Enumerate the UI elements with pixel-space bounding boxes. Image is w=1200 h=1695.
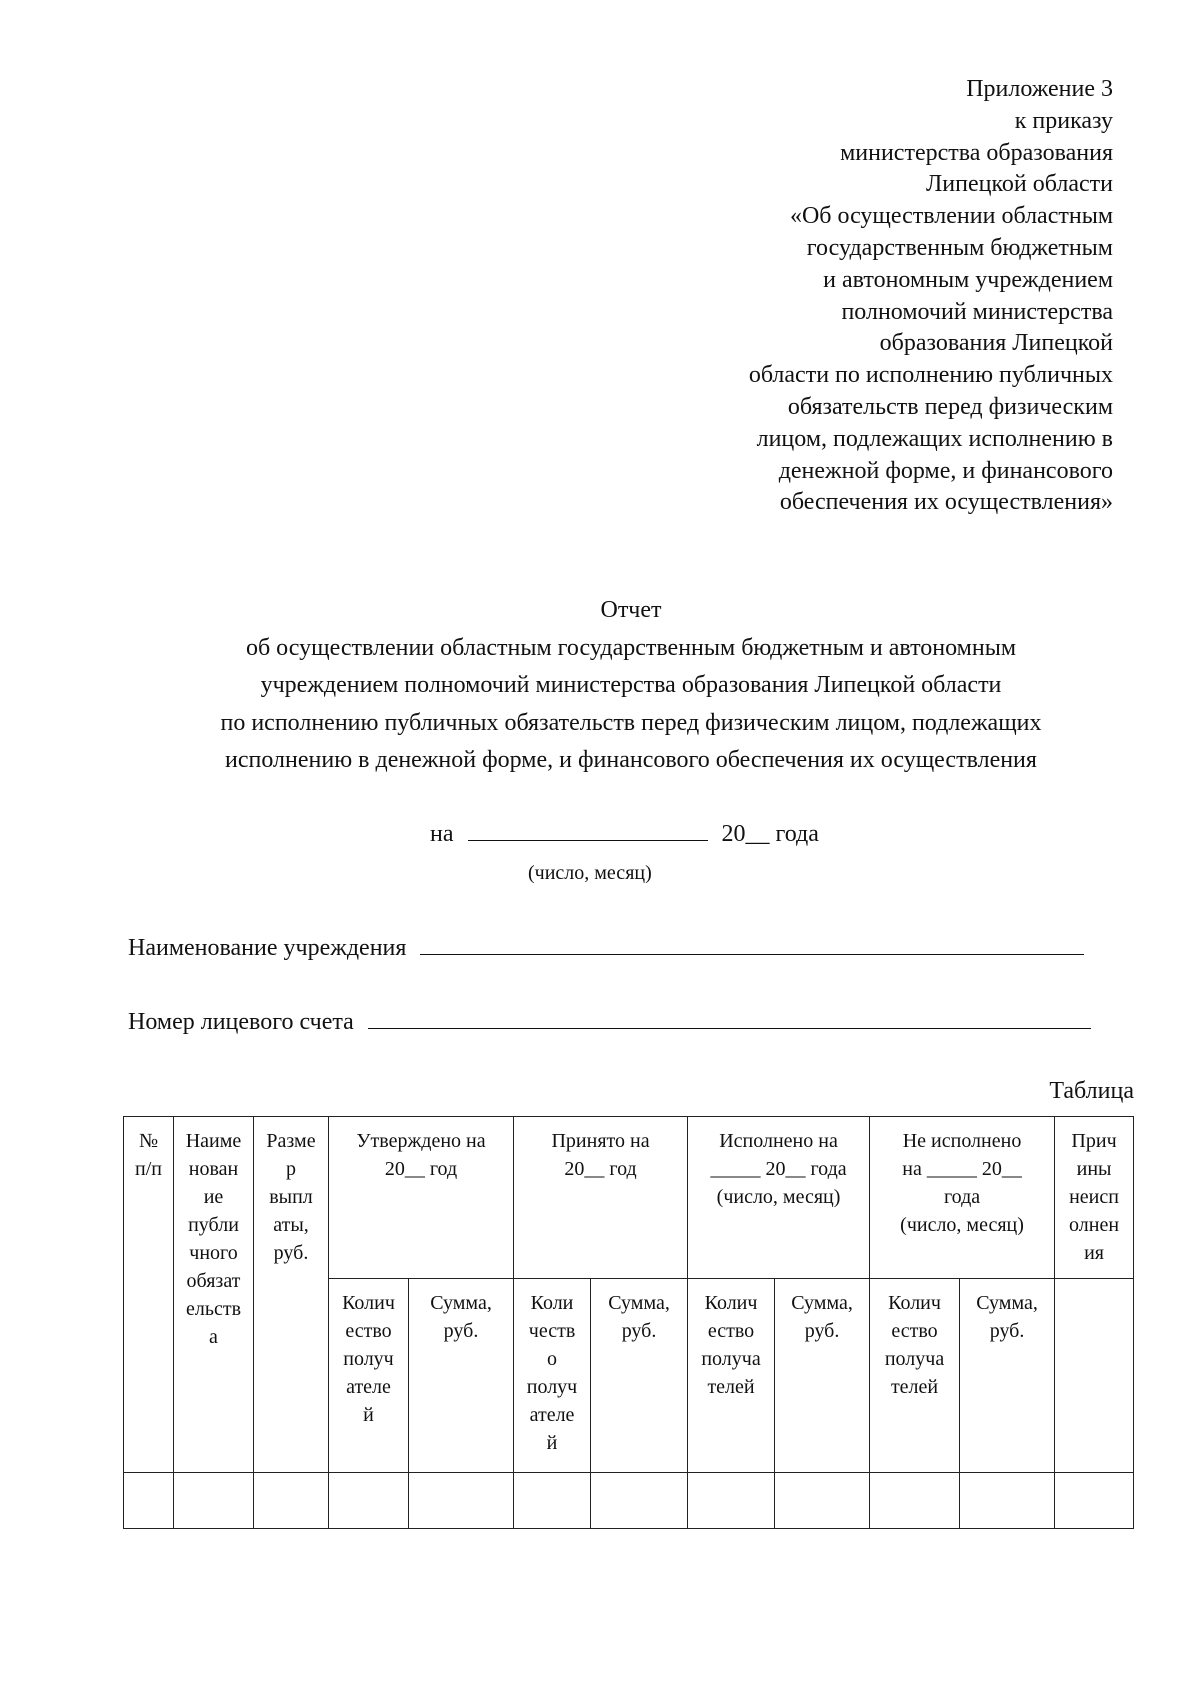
header-executed-line: Исполнено на: [719, 1130, 838, 1152]
header-name-line: ие: [203, 1186, 224, 1208]
sub-count-line: получ: [526, 1376, 578, 1398]
header-approved-line: Утверждено на: [356, 1130, 486, 1152]
institution-field: [128, 934, 1084, 962]
sub-sum-line: Сумма,: [608, 1292, 670, 1314]
report-subtitle-line: исполнению в денежной форме, и финансового обеспечения их осуществления: [225, 747, 1037, 773]
header-accepted: [514, 1117, 688, 1279]
sub-count-line: й: [546, 1432, 558, 1454]
report-date-line: [430, 820, 819, 848]
sub-sum-line: руб.: [443, 1320, 479, 1342]
header-number: [124, 1117, 174, 1473]
date-prefix: на: [430, 821, 454, 847]
header-not-executed-line: (число, месяц): [900, 1214, 1024, 1236]
sub-count-line: Колич: [704, 1292, 758, 1314]
sub-count-line: Колич: [888, 1292, 941, 1314]
date-note: (число, месяц): [528, 862, 652, 884]
appendix-line: министерства образования: [840, 139, 1113, 166]
appendix-line: обязательств перед физическим: [787, 393, 1113, 420]
report-subtitle-line: учреждением полномочий министерства образования Липецкой области: [260, 672, 1002, 698]
sub-sum-line: Сумма,: [976, 1292, 1038, 1314]
sub-count-line: ество: [345, 1320, 392, 1342]
report-subtitle-line: об осуществлении областным государственным бюджетным и автономным: [245, 634, 1017, 661]
institution-label: Наименование учреждения: [128, 935, 407, 961]
sub-sum-line: руб.: [621, 1320, 657, 1342]
table-cell[interactable]: [870, 1473, 960, 1529]
header-approved: [329, 1117, 514, 1279]
sub-count-line: й: [363, 1404, 374, 1426]
header-size-line: выпл: [269, 1186, 313, 1208]
sub-count-line: ателе: [529, 1404, 575, 1426]
subheader-sum-accepted: [591, 1279, 688, 1473]
table-cell[interactable]: [254, 1473, 329, 1529]
sub-sum-line: руб.: [989, 1320, 1025, 1342]
header-name-line: чного: [189, 1242, 238, 1264]
header-name-line: а: [209, 1326, 218, 1348]
header-reasons-line: неисп: [1069, 1186, 1119, 1208]
account-label: Номер лицевого счета: [128, 1009, 354, 1035]
sub-count-line: ество: [707, 1320, 755, 1342]
header-reasons: [1055, 1117, 1134, 1279]
header-approved-line: 20__ год: [384, 1158, 458, 1180]
header-not-executed: [870, 1117, 1055, 1279]
subheader-count-not-executed: [870, 1279, 960, 1473]
appendix-line: лицом, подлежащих исполнению в: [756, 425, 1113, 452]
header-reasons-line: ины: [1076, 1158, 1112, 1180]
header-size-line: р: [286, 1158, 296, 1180]
subheader-sum-not-executed: [960, 1279, 1055, 1473]
header-size-line: Разме: [266, 1130, 316, 1152]
appendix-line: полномочий министерства: [841, 298, 1113, 325]
header-number-line: №: [138, 1130, 159, 1152]
sub-sum-line: руб.: [804, 1320, 840, 1342]
account-field: [128, 1008, 1091, 1036]
sub-count-line: получа: [701, 1348, 761, 1370]
table-cell[interactable]: [960, 1473, 1055, 1529]
subheader-sum-executed: [775, 1279, 870, 1473]
header-accepted-line: 20__ год: [564, 1158, 637, 1180]
header-executed-line: _____ 20__ года: [710, 1158, 847, 1180]
header-name-line: публи: [188, 1214, 239, 1236]
table-cell[interactable]: [329, 1473, 409, 1529]
sub-count-line: Коли: [530, 1292, 574, 1314]
header-not-executed-line: года: [943, 1186, 981, 1208]
appendix-line: «Об осуществлении областным: [789, 203, 1113, 230]
header-name-line: обязат: [186, 1270, 241, 1292]
subheader-count-executed: [688, 1279, 775, 1473]
sub-count-line: ателе: [346, 1376, 391, 1398]
subheader-sum-approved: [409, 1279, 514, 1473]
header-number-line: п/п: [135, 1158, 162, 1180]
table-cell[interactable]: [409, 1473, 514, 1529]
sub-sum-line: Сумма,: [430, 1292, 492, 1314]
report-subtitle-line: по исполнению публичных обязательств перед физическим лицом, подлежащих: [220, 709, 1042, 736]
sub-count-line: честв: [528, 1320, 576, 1342]
subheader-reasons-empty: [1055, 1279, 1134, 1473]
table-header-row: [124, 1117, 1134, 1279]
header-name-line: Наиме: [185, 1130, 242, 1152]
header-name-line: ельств: [185, 1298, 242, 1320]
institution-blank[interactable]: [420, 934, 1084, 955]
sub-count-line: телей: [890, 1376, 939, 1398]
sub-count-line: получа: [884, 1348, 945, 1370]
appendix-line: к приказу: [1014, 107, 1113, 134]
date-year: 20__ года: [721, 821, 819, 847]
header-executed-line: (число, месяц): [716, 1186, 841, 1208]
table-cell[interactable]: [174, 1473, 254, 1529]
sub-count-line: Колич: [342, 1292, 395, 1314]
header-size-line: аты,: [273, 1214, 309, 1236]
table-cell[interactable]: [591, 1473, 688, 1529]
sub-sum-line: Сумма,: [791, 1292, 853, 1314]
table-cell[interactable]: [514, 1473, 591, 1529]
table-cell[interactable]: [1055, 1473, 1134, 1529]
header-executed: [688, 1117, 870, 1279]
appendix-line: Липецкой области: [926, 171, 1113, 198]
appendix-block: [749, 74, 1113, 519]
table-caption: Таблица: [1049, 1078, 1134, 1104]
sub-count-line: о: [547, 1348, 558, 1370]
date-blank[interactable]: [468, 820, 708, 841]
header-reasons-line: олнен: [1069, 1214, 1120, 1236]
subheader-count-approved: [329, 1279, 409, 1473]
header-reasons-line: Прич: [1071, 1130, 1117, 1152]
appendix-line: обеспечения их осуществления»: [779, 489, 1113, 516]
header-reasons-line: ия: [1084, 1242, 1104, 1264]
header-size-line: руб.: [273, 1242, 309, 1264]
appendix-line: денежной форме, и финансового: [778, 457, 1113, 484]
header-payment-size: [254, 1117, 329, 1473]
header-not-executed-line: Не исполнено: [902, 1130, 1022, 1152]
report-table: [123, 1116, 1134, 1529]
sub-count-line: ество: [891, 1320, 938, 1342]
report-title-block: [0, 592, 1200, 780]
appendix-line: Приложение 3: [966, 76, 1113, 102]
table-cell[interactable]: [124, 1473, 174, 1529]
account-blank[interactable]: [368, 1008, 1091, 1029]
header-obligation-name: [174, 1117, 254, 1473]
subheader-count-accepted: [514, 1279, 591, 1473]
table-cell[interactable]: [688, 1473, 775, 1529]
header-not-executed-line: на _____ 20__: [902, 1158, 1022, 1180]
header-accepted-line: Принято на: [551, 1130, 650, 1152]
table-data-row: [124, 1473, 1134, 1529]
appendix-line: образования Липецкой: [879, 330, 1113, 357]
appendix-line: государственным бюджетным: [806, 234, 1113, 261]
sub-count-line: телей: [707, 1376, 755, 1398]
appendix-line: и автономным учреждением: [823, 266, 1113, 293]
report-title: Отчет: [600, 597, 662, 623]
table-cell[interactable]: [775, 1473, 870, 1529]
appendix-line: области по исполнению публичных: [748, 362, 1113, 389]
header-name-line: нован: [188, 1158, 239, 1180]
sub-count-line: получ: [343, 1348, 394, 1370]
